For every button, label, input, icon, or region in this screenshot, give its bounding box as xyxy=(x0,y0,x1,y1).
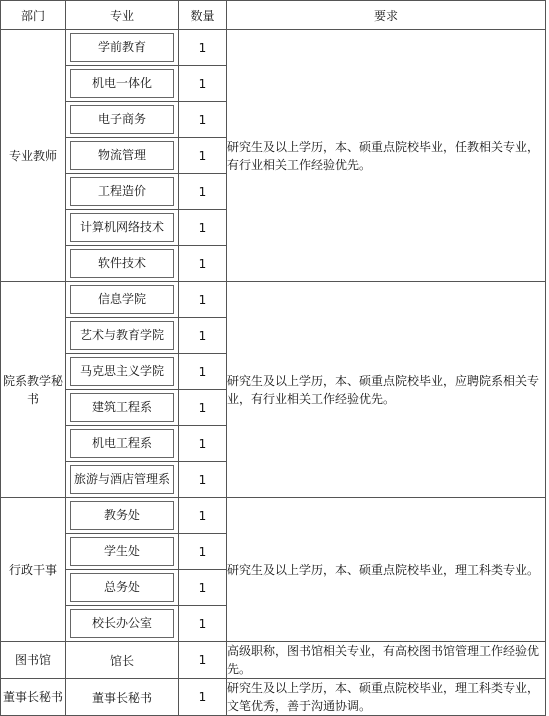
quantity-cell: 1 xyxy=(179,210,227,246)
header-major: 专业 xyxy=(66,1,179,30)
major-cell xyxy=(66,102,179,138)
major-cell xyxy=(66,318,179,354)
requirement-text: 研究生及以上学历，本、硕重点院校毕业，应聘院系相关专业，有行业相关工作经验优先。 xyxy=(227,373,540,406)
quantity-cell: 1 xyxy=(179,246,227,282)
major-label: 信息学院 xyxy=(70,285,174,314)
major-cell xyxy=(66,354,179,390)
requirement-cell xyxy=(227,282,546,498)
major-cell xyxy=(66,66,179,102)
major-cell xyxy=(66,498,179,534)
requirement-cell xyxy=(227,642,546,679)
quantity-cell: 1 xyxy=(179,354,227,390)
quantity-cell: 1 xyxy=(179,642,227,679)
quantity-cell: 1 xyxy=(179,570,227,606)
quantity-cell: 1 xyxy=(179,390,227,426)
major-label: 机电工程系 xyxy=(70,429,174,458)
table-row xyxy=(1,30,546,66)
major-cell xyxy=(66,138,179,174)
major-label: 马克思主义学院 xyxy=(70,357,174,386)
header-quantity: 数量 xyxy=(179,1,227,30)
major-label: 总务处 xyxy=(70,573,174,602)
quantity-cell: 1 xyxy=(179,138,227,174)
major-label: 物流管理 xyxy=(70,141,174,170)
department-cell xyxy=(1,282,66,498)
department-label: 专业教师 xyxy=(8,148,57,163)
quantity-cell: 1 xyxy=(179,462,227,498)
table-row xyxy=(1,642,546,679)
requirement-cell xyxy=(227,30,546,282)
requirement-text: 研究生及以上学历，本、硕重点院校毕业，理工科类专业，文笔优秀，善于沟通协调。 xyxy=(227,681,540,713)
major-label: 计算机网络技术 xyxy=(70,213,174,242)
major-label: 机电一体化 xyxy=(70,69,174,98)
header-row xyxy=(1,1,546,30)
quantity-cell: 1 xyxy=(179,498,227,534)
requirement-cell xyxy=(227,679,546,716)
major-label: 董事长秘书 xyxy=(91,690,152,705)
quantity-cell: 1 xyxy=(179,679,227,716)
major-cell xyxy=(66,570,179,606)
major-label: 建筑工程系 xyxy=(70,393,174,422)
quantity-cell: 1 xyxy=(179,66,227,102)
department-cell xyxy=(1,642,66,679)
major-cell xyxy=(66,246,179,282)
major-label: 软件技术 xyxy=(70,249,174,278)
table-row xyxy=(1,679,546,716)
department-label: 董事长秘书 xyxy=(2,690,63,704)
department-label: 行政干事 xyxy=(8,562,57,577)
major-label: 学生处 xyxy=(70,537,174,566)
major-cell xyxy=(66,462,179,498)
requirement-text: 高级职称，图书馆相关专业，有高校图书馆管理工作经验优先。 xyxy=(227,644,540,676)
quantity-cell: 1 xyxy=(179,102,227,138)
quantity-cell: 1 xyxy=(179,606,227,642)
major-cell xyxy=(66,642,179,679)
quantity-cell: 1 xyxy=(179,426,227,462)
major-cell xyxy=(66,282,179,318)
major-cell xyxy=(66,30,179,66)
major-cell xyxy=(66,534,179,570)
quantity-cell: 1 xyxy=(179,282,227,318)
department-cell xyxy=(1,30,66,282)
major-label: 馆长 xyxy=(109,653,134,668)
major-label: 电子商务 xyxy=(70,105,174,134)
requirement-text: 研究生及以上学历，本、硕重点院校毕业，任教相关专业，有行业相关工作经验优先。 xyxy=(227,139,540,172)
requirement-cell xyxy=(227,498,546,642)
major-cell xyxy=(66,390,179,426)
quantity-cell: 1 xyxy=(179,534,227,570)
major-cell xyxy=(66,210,179,246)
quantity-cell: 1 xyxy=(179,174,227,210)
table-row xyxy=(1,282,546,318)
table-row xyxy=(1,498,546,534)
quantity-cell: 1 xyxy=(179,318,227,354)
department-label: 院系教学秘书 xyxy=(2,373,63,406)
header-department: 部门 xyxy=(1,1,66,30)
department-label: 图书馆 xyxy=(14,653,51,667)
department-cell xyxy=(1,679,66,716)
requirement-text: 研究生及以上学历，本、硕重点院校毕业，理工科类专业。 xyxy=(227,562,540,577)
major-label: 学前教育 xyxy=(70,33,174,62)
major-label: 艺术与教育学院 xyxy=(70,321,174,350)
major-label: 旅游与酒店管理系 xyxy=(70,465,174,494)
quantity-cell: 1 xyxy=(179,30,227,66)
major-label: 校长办公室 xyxy=(70,609,174,638)
major-cell xyxy=(66,426,179,462)
major-cell xyxy=(66,606,179,642)
major-cell xyxy=(66,679,179,716)
header-requirement: 要求 xyxy=(227,1,546,30)
major-cell xyxy=(66,174,179,210)
department-cell xyxy=(1,498,66,642)
major-label: 教务处 xyxy=(70,501,174,530)
major-label: 工程造价 xyxy=(70,177,174,206)
